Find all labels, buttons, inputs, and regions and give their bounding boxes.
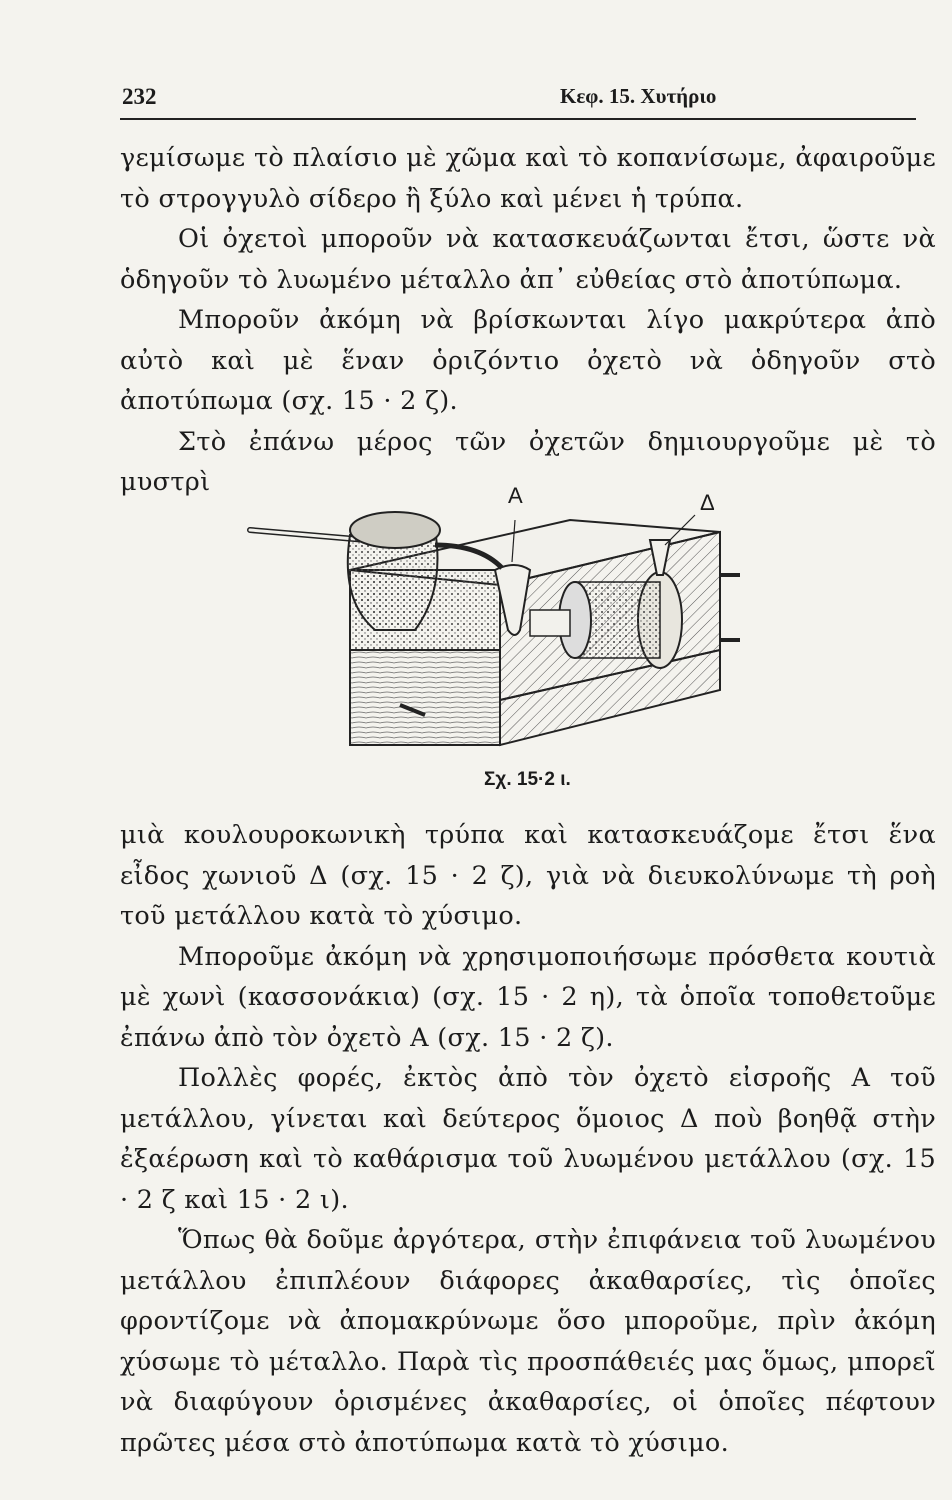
label-sprue-a: Α bbox=[508, 483, 523, 508]
paragraph: Ὅπως θὰ δοῦμε ἀργότερα, στὴν ἐπιφάνεια τοῦ λυωμένου μετάλλου ἐπιπλέουν διάφορες ἀκαθαρσίες, τὶς ὁποῖες φροντίζομε νὰ ἀπομακρύνωμε ὅσο μποροῦμε, πρὶν ἀκόμη χύσωμε τὸ μέταλλο. Παρὰ τὶς προσπάθειές μας ὅμως, μπορεῖ νὰ διαφύγουν ὁρισμένες ἀκαθαρσίες, οἱ ὁποῖες πέφτουν πρῶτες μέσα στὸ ἀποτύπωμα κατὰ τὸ χύσιμο. bbox=[120, 1225, 936, 1458]
paragraph: Πολλὲς φορές, ἐκτὸς ἀπὸ τὸν ὀχετὸ εἰσροῆς Α τοῦ μετάλλου, γίνεται καὶ δεύτερος ὅμοιος Δ ποὺ βοηθᾷ στὴν ἐξαέρωση καὶ τὸ καθάρισμα τοῦ λυωμένου μετάλλου (σχ. 15 · 2 ζ καὶ 15 · 2 ι). bbox=[120, 1063, 936, 1215]
figure-caption: Σχ. 15·2 ι. bbox=[484, 769, 571, 790]
paragraph: Μποροῦν ἀκόμη νὰ βρίσκωνται λίγο μακρύτερα ἀπὸ αὐτὸ καὶ μὲ ἕναν ὁριζόντιο ὀχετὸ νὰ ὁδηγοῦν στὸ ἀποτύπωμα (σχ. 15 · 2 ζ). bbox=[120, 305, 936, 416]
paragraph: μιὰ κουλουροκωνικὴ τρύπα καὶ κατασκευάζομε ἔτσι ἕνα εἶδος χωνιοῦ Δ (σχ. 15 · 2 ζ), γιὰ νὰ διευκολύνωμε τὴ ροὴ τοῦ μετάλλου κατὰ τὸ χύσιμο. bbox=[120, 820, 936, 931]
casting-mould-illustration bbox=[240, 490, 760, 760]
paragraph: Οἱ ὀχετοὶ μποροῦν νὰ κατασκευάζωνται ἔτσι, ὥστε νὰ ὁδηγοῦν τὸ λυωμένο μέταλλο ἀπ᾿ εὐθείας στὸ ἀποτύπωμα. bbox=[120, 224, 936, 295]
text-block-top bbox=[120, 138, 936, 503]
paragraph: Μποροῦμε ἀκόμη νὰ χρησιμοποιήσωμε πρόσθετα κουτιὰ μὲ χωνὶ (κασσονάκια) (σχ. 15 · 2 η), τὰ ὁποῖα τοποθετοῦμε ἐπάνω ἀπὸ τὸν ὀχετὸ Α (σχ. 15 · 2 ζ). bbox=[120, 941, 936, 1053]
label-vent-d: Δ bbox=[700, 490, 715, 515]
chapter-title: Κεφ. 15. Χυτήριο bbox=[560, 84, 717, 108]
text-block-bottom bbox=[120, 815, 936, 1463]
page-number: 232 bbox=[122, 84, 157, 109]
paragraph: γεμίσωμε τὸ πλαίσιο μὲ χῶμα καὶ τὸ κοπανίσωμε, ἀφαιροῦμε τὸ στρογγυλὸ σίδερο ἢ ξύλο καὶ μένει ἡ τρύπα. bbox=[120, 143, 936, 214]
page-header bbox=[120, 78, 916, 120]
paragraph: Στὸ ἐπάνω μέρος τῶν ὀχετῶν δημιουργοῦμε μὲ τὸ μυστρὶ bbox=[120, 426, 936, 497]
